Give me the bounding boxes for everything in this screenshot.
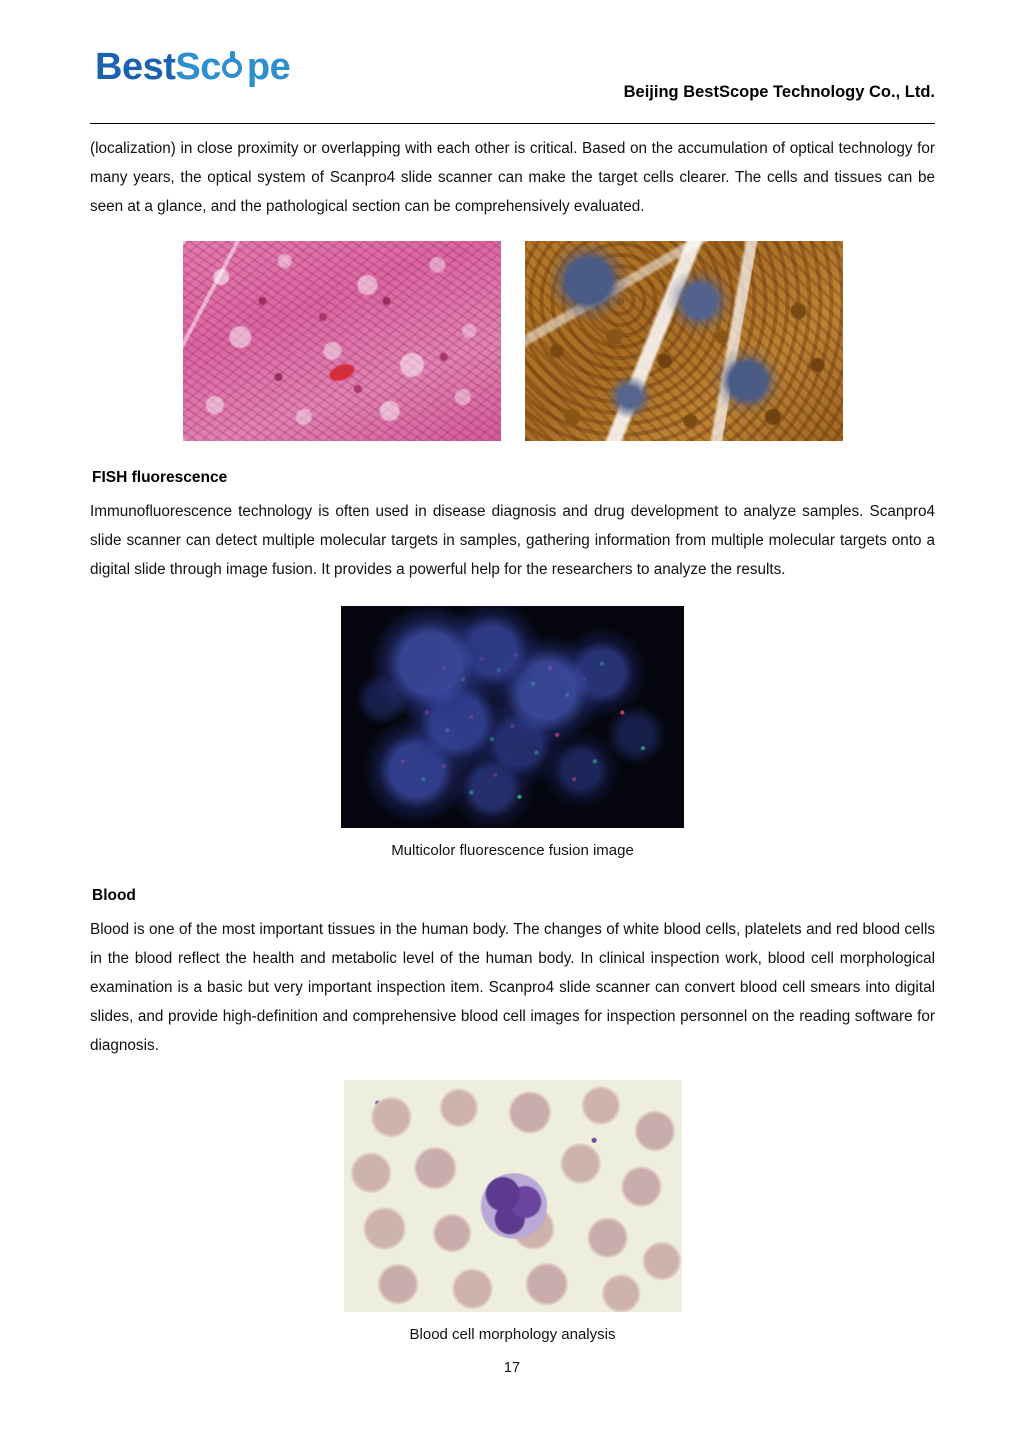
heading-fish-fluorescence: FISH fluorescence <box>92 469 228 486</box>
figure-he-stain <box>183 241 501 441</box>
figure-block-blood <box>90 1080 935 1343</box>
company-name: Beijing BestScope Technology Co., Ltd. <box>623 83 935 101</box>
figure-blood-smear <box>344 1080 682 1312</box>
logo-lens-icon <box>221 55 247 81</box>
bestscope-logo <box>95 48 290 86</box>
logo-text-best: Best <box>95 46 176 88</box>
figure-row-histology <box>90 241 935 441</box>
figure-block-fish <box>90 606 935 859</box>
white-blood-cell <box>479 1173 549 1239</box>
caption-fish: Multicolor fluorescence fusion image <box>391 842 634 859</box>
heading-blood: Blood <box>92 887 136 904</box>
logo-text-sc: Sc <box>175 46 221 88</box>
caption-blood: Blood cell morphology analysis <box>409 1326 616 1343</box>
paragraph-fish: Immunofluorescence technology is often used in disease diagnosis and drug development to analyze samples. Scanpro4 slide scanner can detect multiple molecular targets in samples, gathering information from multiple molecular targets onto a digital slide through image fusion. It provides a powerful help for the researchers to analyze the results. <box>90 503 935 578</box>
paragraph-intro: (localization) in close proximity or overlapping with each other is critical. Based on the accumulation of optical technology for many years, the optical system of Scanpro4 slide scanner can make the target cells clearer. The cells and tissues can be seen at a glance, and the pathological section can be comprehensively evaluated. <box>90 140 935 215</box>
page-content <box>90 0 935 1343</box>
figure-ihc-stain <box>525 241 843 441</box>
page-header <box>90 48 935 124</box>
logo-text-pe: pe <box>246 46 291 88</box>
header-divider <box>90 123 935 124</box>
figure-fish-fluorescence <box>341 606 684 828</box>
paragraph-blood: Blood is one of the most important tissues in the human body. The changes of white blood cells, platelets and red blood cells in the blood reflect the health and metabolic level of the human body. In clinical inspection work, blood cell morphological examination is a basic but very important inspection item. Scanpro4 slide scanner can convert blood cell smears into digital slides, and provide high-definition and comprehensive blood cell images for inspection personnel on the reading software for diagnosis. <box>90 921 935 1054</box>
page-number: 17 <box>503 1360 521 1376</box>
